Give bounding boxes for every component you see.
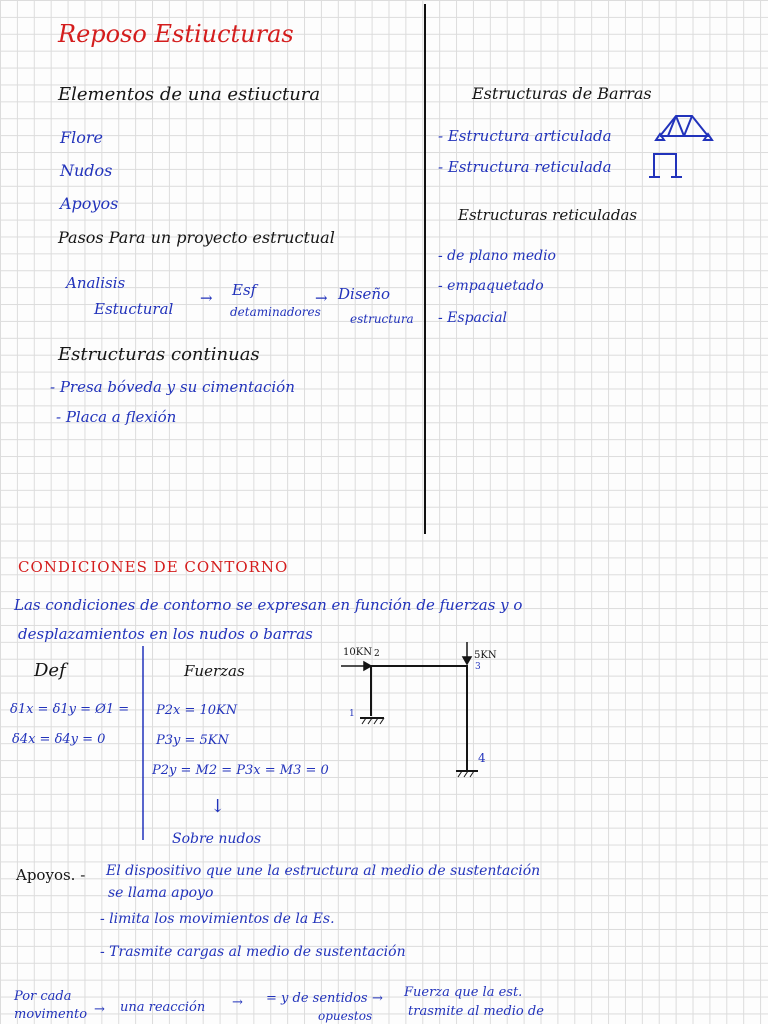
frame-load-right-label: 5KN (474, 650, 497, 661)
def-eq-1: δ1x = δ1y = Ø1 = (10, 702, 130, 717)
elementos-item-nudos: Nudos (60, 161, 113, 180)
fuerzas-label: Fuerzas (184, 662, 245, 680)
bottom-arrow-2: → (232, 995, 243, 1010)
elementos-item-flore: Flore (60, 128, 103, 147)
apoyos-bullet-1: - limita los movimientos de la Es. (100, 911, 335, 927)
force-eq-3: P2y = M2 = P3x = M3 = 0 (152, 763, 329, 778)
paso-arrow-1: → (200, 289, 213, 307)
bottom-c1-l1: Por cada (14, 989, 72, 1004)
paso-analisis-l1: Analisis (66, 274, 126, 292)
apoyos-line-1: El dispositivo que une la estructura al medio de sustentación (106, 863, 541, 879)
paso-diseno-l2: estructura (350, 312, 414, 326)
down-arrow: ↓ (210, 796, 226, 817)
bottom-c3-l1: = y de sentidos (266, 991, 368, 1006)
force-eq-2: P3y = 5KN (156, 733, 229, 748)
frame-node-3: 3 (475, 662, 481, 672)
paso-esf-l2: detaminadores (230, 305, 321, 319)
continuas-item-1: - Presa bóveda y su cimentación (50, 378, 295, 396)
apoyos-bullet-2: - Trasmite cargas al medio de sustentación (100, 944, 406, 960)
def-eq-2: δ4x = δ4y = 0 (12, 732, 106, 747)
load-arrow-horizontal-icon (341, 662, 371, 670)
contorno-line-2: desplazamientos en los nudos o barras (18, 625, 313, 643)
contorno-heading: CONDICIONES DE CONTORNO (18, 558, 289, 576)
paso-diseno-l1: Diseño (338, 285, 391, 303)
sobre-nudos: Sobre nudos (172, 831, 262, 847)
reticuladas-heading: Estructuras reticuladas (458, 206, 638, 224)
bottom-c3-l2: opuestos (318, 1009, 373, 1023)
bottom-c1-l2: movimento (14, 1007, 88, 1022)
frame-node-1: 1 (349, 709, 355, 719)
truss-sketch-icon (656, 116, 712, 140)
bottom-arrow-3: → (372, 991, 383, 1006)
frame-node-2: 2 (374, 649, 380, 659)
continuas-item-2: - Placa a flexión (56, 408, 177, 426)
bottom-c2: una reacción (120, 1000, 206, 1015)
paso-esf-l1: Esf (232, 281, 257, 299)
contorno-line-1: Las condiciones de contorno se expresan en función de fuerzas y o (14, 596, 523, 614)
note-title: Reposo Estiucturas (58, 20, 294, 48)
elementos-item-apoyos: Apoyos (60, 194, 119, 213)
apoyos-label: Apoyos. - (16, 866, 86, 884)
reticuladas-item-espacial: - Espacial (438, 310, 508, 326)
apoyos-line-2: se llama apoyo (108, 885, 214, 901)
pasos-heading: Pasos Para un proyecto estructual (58, 228, 335, 247)
frame-load-left-label: 10KN (343, 647, 372, 658)
load-arrow-vertical-icon (463, 642, 471, 664)
reticuladas-item-plano: - de plano medio (438, 248, 556, 264)
portal-frame-sketch-icon (649, 154, 682, 177)
frame-node-4: 4 (478, 751, 486, 765)
structure-frame-diagram (360, 666, 478, 777)
barras-item-reticulada: - Estructura reticulada (438, 158, 612, 176)
paso-arrow-2: → (315, 289, 328, 307)
elementos-heading: Elementos de una estiuctura (58, 84, 321, 105)
barras-item-articulada: - Estructura articulada (438, 127, 612, 145)
force-eq-1: P2x = 10KN (156, 703, 238, 718)
bottom-c4-l1: Fuerza que la est. (404, 985, 523, 1000)
reticuladas-item-empaquetado: - empaquetado (438, 278, 544, 294)
continuas-heading: Estructuras continuas (58, 344, 260, 365)
def-label: Def (34, 660, 66, 681)
bottom-c4-l2: trasmite al medio de (408, 1004, 544, 1019)
bottom-arrow-1: → (94, 1002, 105, 1017)
paso-analisis-l2: Estuctural (94, 300, 174, 318)
barras-heading: Estructuras de Barras (472, 84, 652, 103)
